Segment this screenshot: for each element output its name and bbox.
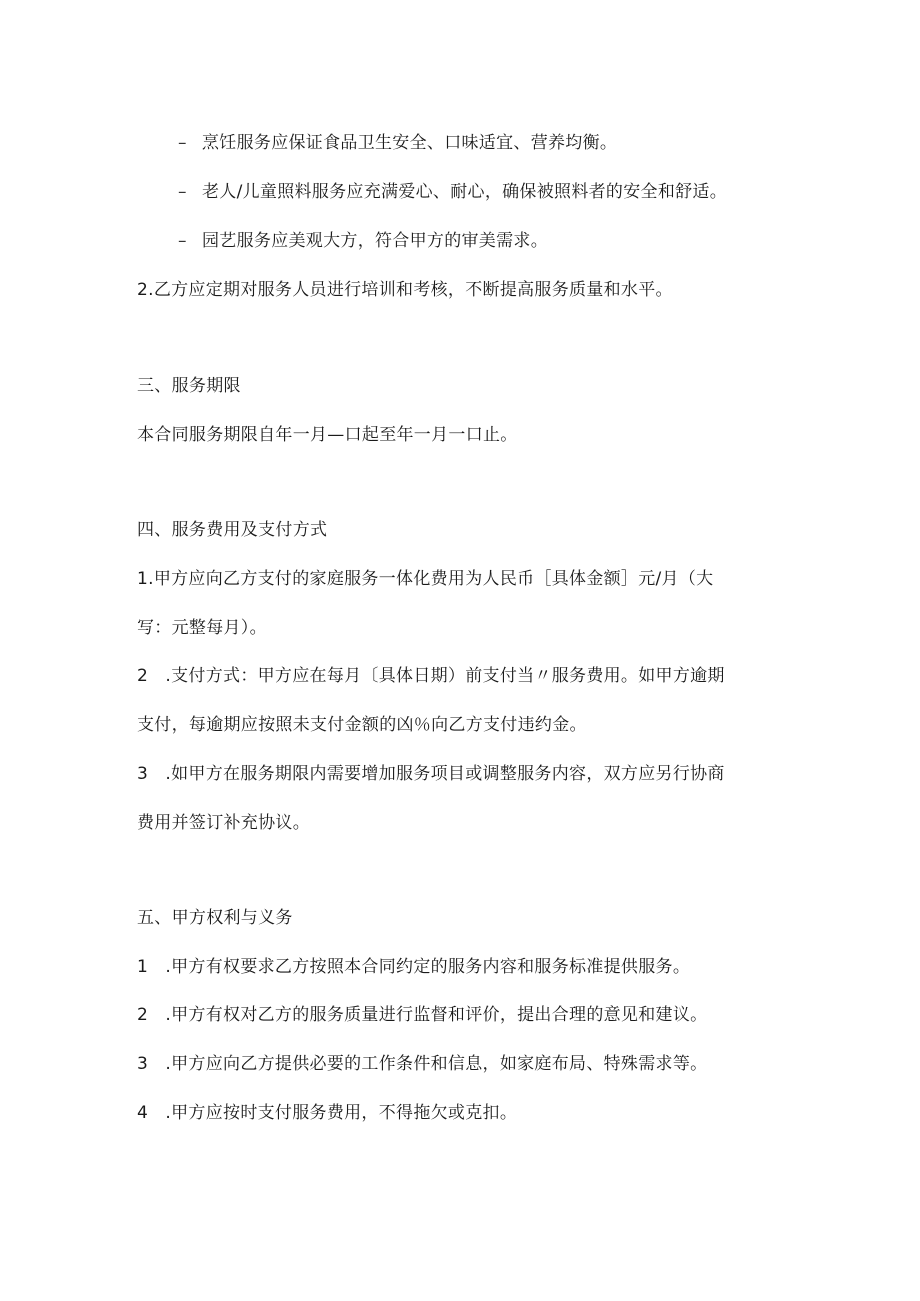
standard-item-text: 园艺服务应美观大方，符合甲方的审美需求。 (202, 231, 548, 251)
section5-clause-3: 3 .甲方应向乙方提供必要的工作条件和信息，如家庭布局、特殊需求等。 (137, 1054, 708, 1074)
dash-marker: – (178, 231, 187, 251)
section4-clause3-line2: 费用并签订补充协议。 (137, 813, 310, 833)
standards-clause-2: 2.乙方应定期对服务人员进行培训和考核，不断提高服务质量和水平。 (137, 280, 673, 300)
standard-item-gardening (178, 229, 548, 253)
dash-marker: – (178, 182, 187, 202)
section5-clause-2: 2 .甲方有权对乙方的服务质量进行监督和评价，提出合理的意见和建议。 (137, 1005, 708, 1025)
standard-item-care (178, 180, 727, 204)
section5-clause-1: 1 .甲方有权要求乙方按照本合同约定的服务内容和服务标准提供服务。 (137, 957, 691, 977)
section4-heading: 四、服务费用及支付方式 (137, 520, 328, 540)
standard-item-cooking (178, 131, 617, 155)
section3-body: 本合同服务期限自年一月—口起至年一月一口止。 (137, 425, 518, 445)
section4-clause2-line2: 支付，每逾期应按照未支付金额的凶％向乙方支付违约金。 (137, 715, 587, 735)
section4-clause1-line1: 1.甲方应向乙方支付的家庭服务一体化费用为人民币［具体金额］元/月（大 (137, 569, 714, 589)
dash-marker: – (178, 133, 187, 153)
section5-heading: 五、甲方权利与义务 (137, 908, 293, 928)
section4-clause1-line2: 写：元整每月）。 (137, 618, 267, 638)
section5-clause-4: 4 .甲方应按时支付服务费用，不得拖欠或克扣。 (137, 1103, 518, 1123)
section4-clause2-line1: 2 .支付方式：甲方应在每月〔具体日期）前支付当〃服务费用。如甲方逾期 (137, 666, 725, 686)
standard-item-text: 老人/儿童照料服务应充满爱心、耐心，确保被照料者的安全和舒适。 (202, 182, 728, 202)
section4-clause3-line1: 3 .如甲方在服务期限内需要增加服务项目或调整服务内容，双方应另行协商 (137, 764, 725, 784)
standard-item-text: 烹饪服务应保证食品卫生安全、口味适宜、营养均衡。 (202, 133, 618, 153)
section3-heading: 三、服务期限 (137, 376, 241, 396)
